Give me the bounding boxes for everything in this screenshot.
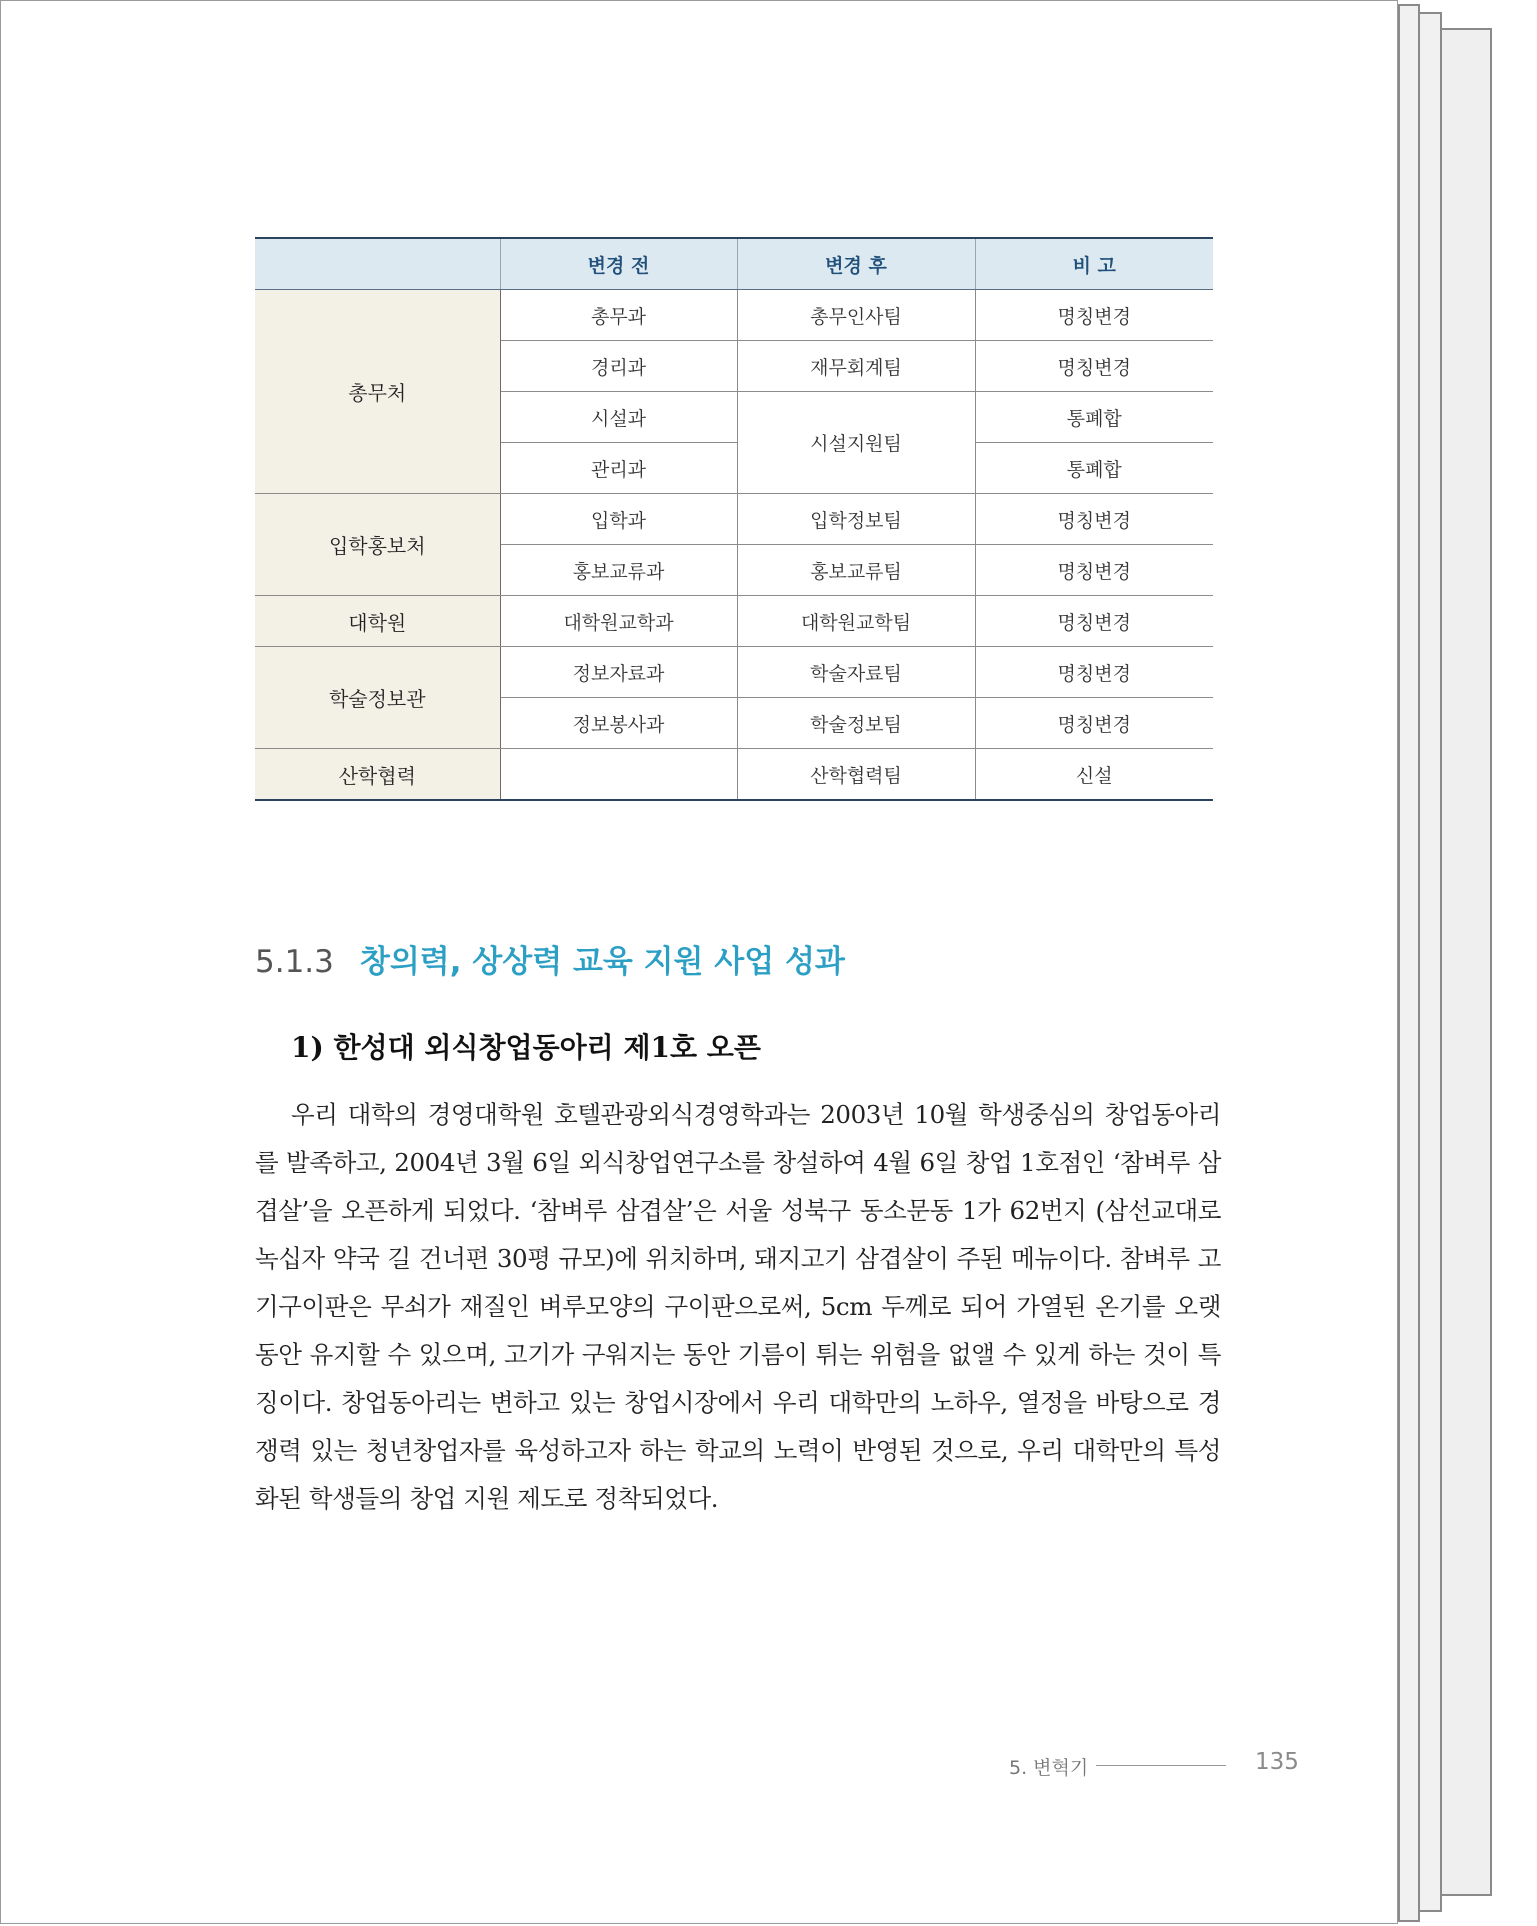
header-cell-after: 변경 후 bbox=[737, 238, 975, 290]
table-row bbox=[255, 749, 1213, 801]
cell-note: 명칭변경 bbox=[975, 341, 1213, 392]
cell-after: 총무인사팀 bbox=[737, 290, 975, 341]
page-stack-edge bbox=[1418, 12, 1442, 1912]
page-footer bbox=[1009, 1749, 1299, 1779]
group-label: 총무처 bbox=[255, 290, 500, 494]
cell-after: 산학협력팀 bbox=[737, 749, 975, 801]
subsection-title: 1) 한성대 외식창업동아리 제1호 오픈 bbox=[291, 1031, 761, 1064]
cell-note: 명칭변경 bbox=[975, 647, 1213, 698]
footer-rule bbox=[1096, 1765, 1226, 1766]
header-cell-before: 변경 전 bbox=[500, 238, 737, 290]
cell-note: 신설 bbox=[975, 749, 1213, 801]
cell-after: 재무회계팀 bbox=[737, 341, 975, 392]
header-cell-department bbox=[255, 238, 500, 290]
cell-note: 명칭변경 bbox=[975, 545, 1213, 596]
header-cell-note: 비 고 bbox=[975, 238, 1213, 290]
section-number: 5.1.3 bbox=[255, 944, 334, 980]
cell-note: 명칭변경 bbox=[975, 698, 1213, 749]
group-label: 산학협력 bbox=[255, 749, 500, 801]
table-row bbox=[255, 290, 1213, 341]
cell-note: 명칭변경 bbox=[975, 290, 1213, 341]
cell-before: 총무과 bbox=[500, 290, 737, 341]
cell-after: 학술정보팀 bbox=[737, 698, 975, 749]
page-stack-edge bbox=[1398, 4, 1420, 1922]
cell-after: 학술자료팀 bbox=[737, 647, 975, 698]
cell-before bbox=[500, 749, 737, 801]
cell-note: 명칭변경 bbox=[975, 494, 1213, 545]
cell-before: 대학원교학과 bbox=[500, 596, 737, 647]
cell-before: 입학과 bbox=[500, 494, 737, 545]
section-heading bbox=[255, 936, 845, 981]
cell-after: 입학정보팀 bbox=[737, 494, 975, 545]
cell-before: 정보자료과 bbox=[500, 647, 737, 698]
group-label: 학술정보관 bbox=[255, 647, 500, 749]
table-row bbox=[255, 494, 1213, 545]
cell-before: 시설과 bbox=[500, 392, 737, 443]
cell-note: 통폐합 bbox=[975, 392, 1213, 443]
group-label: 대학원 bbox=[255, 596, 500, 647]
cell-before: 정보봉사과 bbox=[500, 698, 737, 749]
chapter-label: 5. 변혁기 bbox=[1009, 1757, 1089, 1779]
page-stack-edge bbox=[1440, 28, 1492, 1896]
cell-after: 홍보교류팀 bbox=[737, 545, 975, 596]
table-row bbox=[255, 647, 1213, 698]
cell-note: 통폐합 bbox=[975, 443, 1213, 494]
section-title: 창의력, 상상력 교육 지원 사업 성과 bbox=[359, 944, 845, 980]
cell-after: 시설지원팀 bbox=[737, 392, 975, 494]
cell-before: 경리과 bbox=[500, 341, 737, 392]
cell-before: 관리과 bbox=[500, 443, 737, 494]
cell-note: 명칭변경 bbox=[975, 596, 1213, 647]
cell-after: 대학원교학팀 bbox=[737, 596, 975, 647]
page-number: 135 bbox=[1255, 1749, 1299, 1775]
cell-before: 홍보교류과 bbox=[500, 545, 737, 596]
org-change-table bbox=[255, 237, 1213, 801]
table-header-row bbox=[255, 238, 1213, 290]
table-row bbox=[255, 596, 1213, 647]
group-label: 입학홍보처 bbox=[255, 494, 500, 596]
body-paragraph: 우리 대학의 경영대학원 호텔관광외식경영학과는 2003년 10월 학생중심의 창업동아리를 발족하고, 2004년 3월 6일 외식창업연구소를 창설하여 4월 6일 창업 1호점인 ‘참벼루 삼겹살’을 오픈하게 되었다. ‘참벼루 삼겹살’은 서울 성북구 동소문동 1가 62번지 (삼선교대로 녹십자 약국 길 건너편 30평 규모)에 위치하며, 돼지고기 삼겹살이 주된 메뉴이다. 참벼루 고기구이판은 무쇠가 재질인 벼루모양의 구이판으로써, 5cm 두께로 되어 가열된 온기를 오랫동안 유지할 수 있으며, 고기가 구워지는 동안 기름이 튀는 위험을 없앨 수 있게 하는 것이 특징이다. 창업동아리는 변하고 있는 창업시장에서 우리 대학만의 노하우, 열정을 바탕으로 경쟁력 있는 청년창업자를 육성하고자 하는 학교의 노력이 반영된 것으로, 우리 대학만의 특성화된 학생들의 창업 지원 제도로 정착되었다. bbox=[255, 1100, 1221, 1513]
